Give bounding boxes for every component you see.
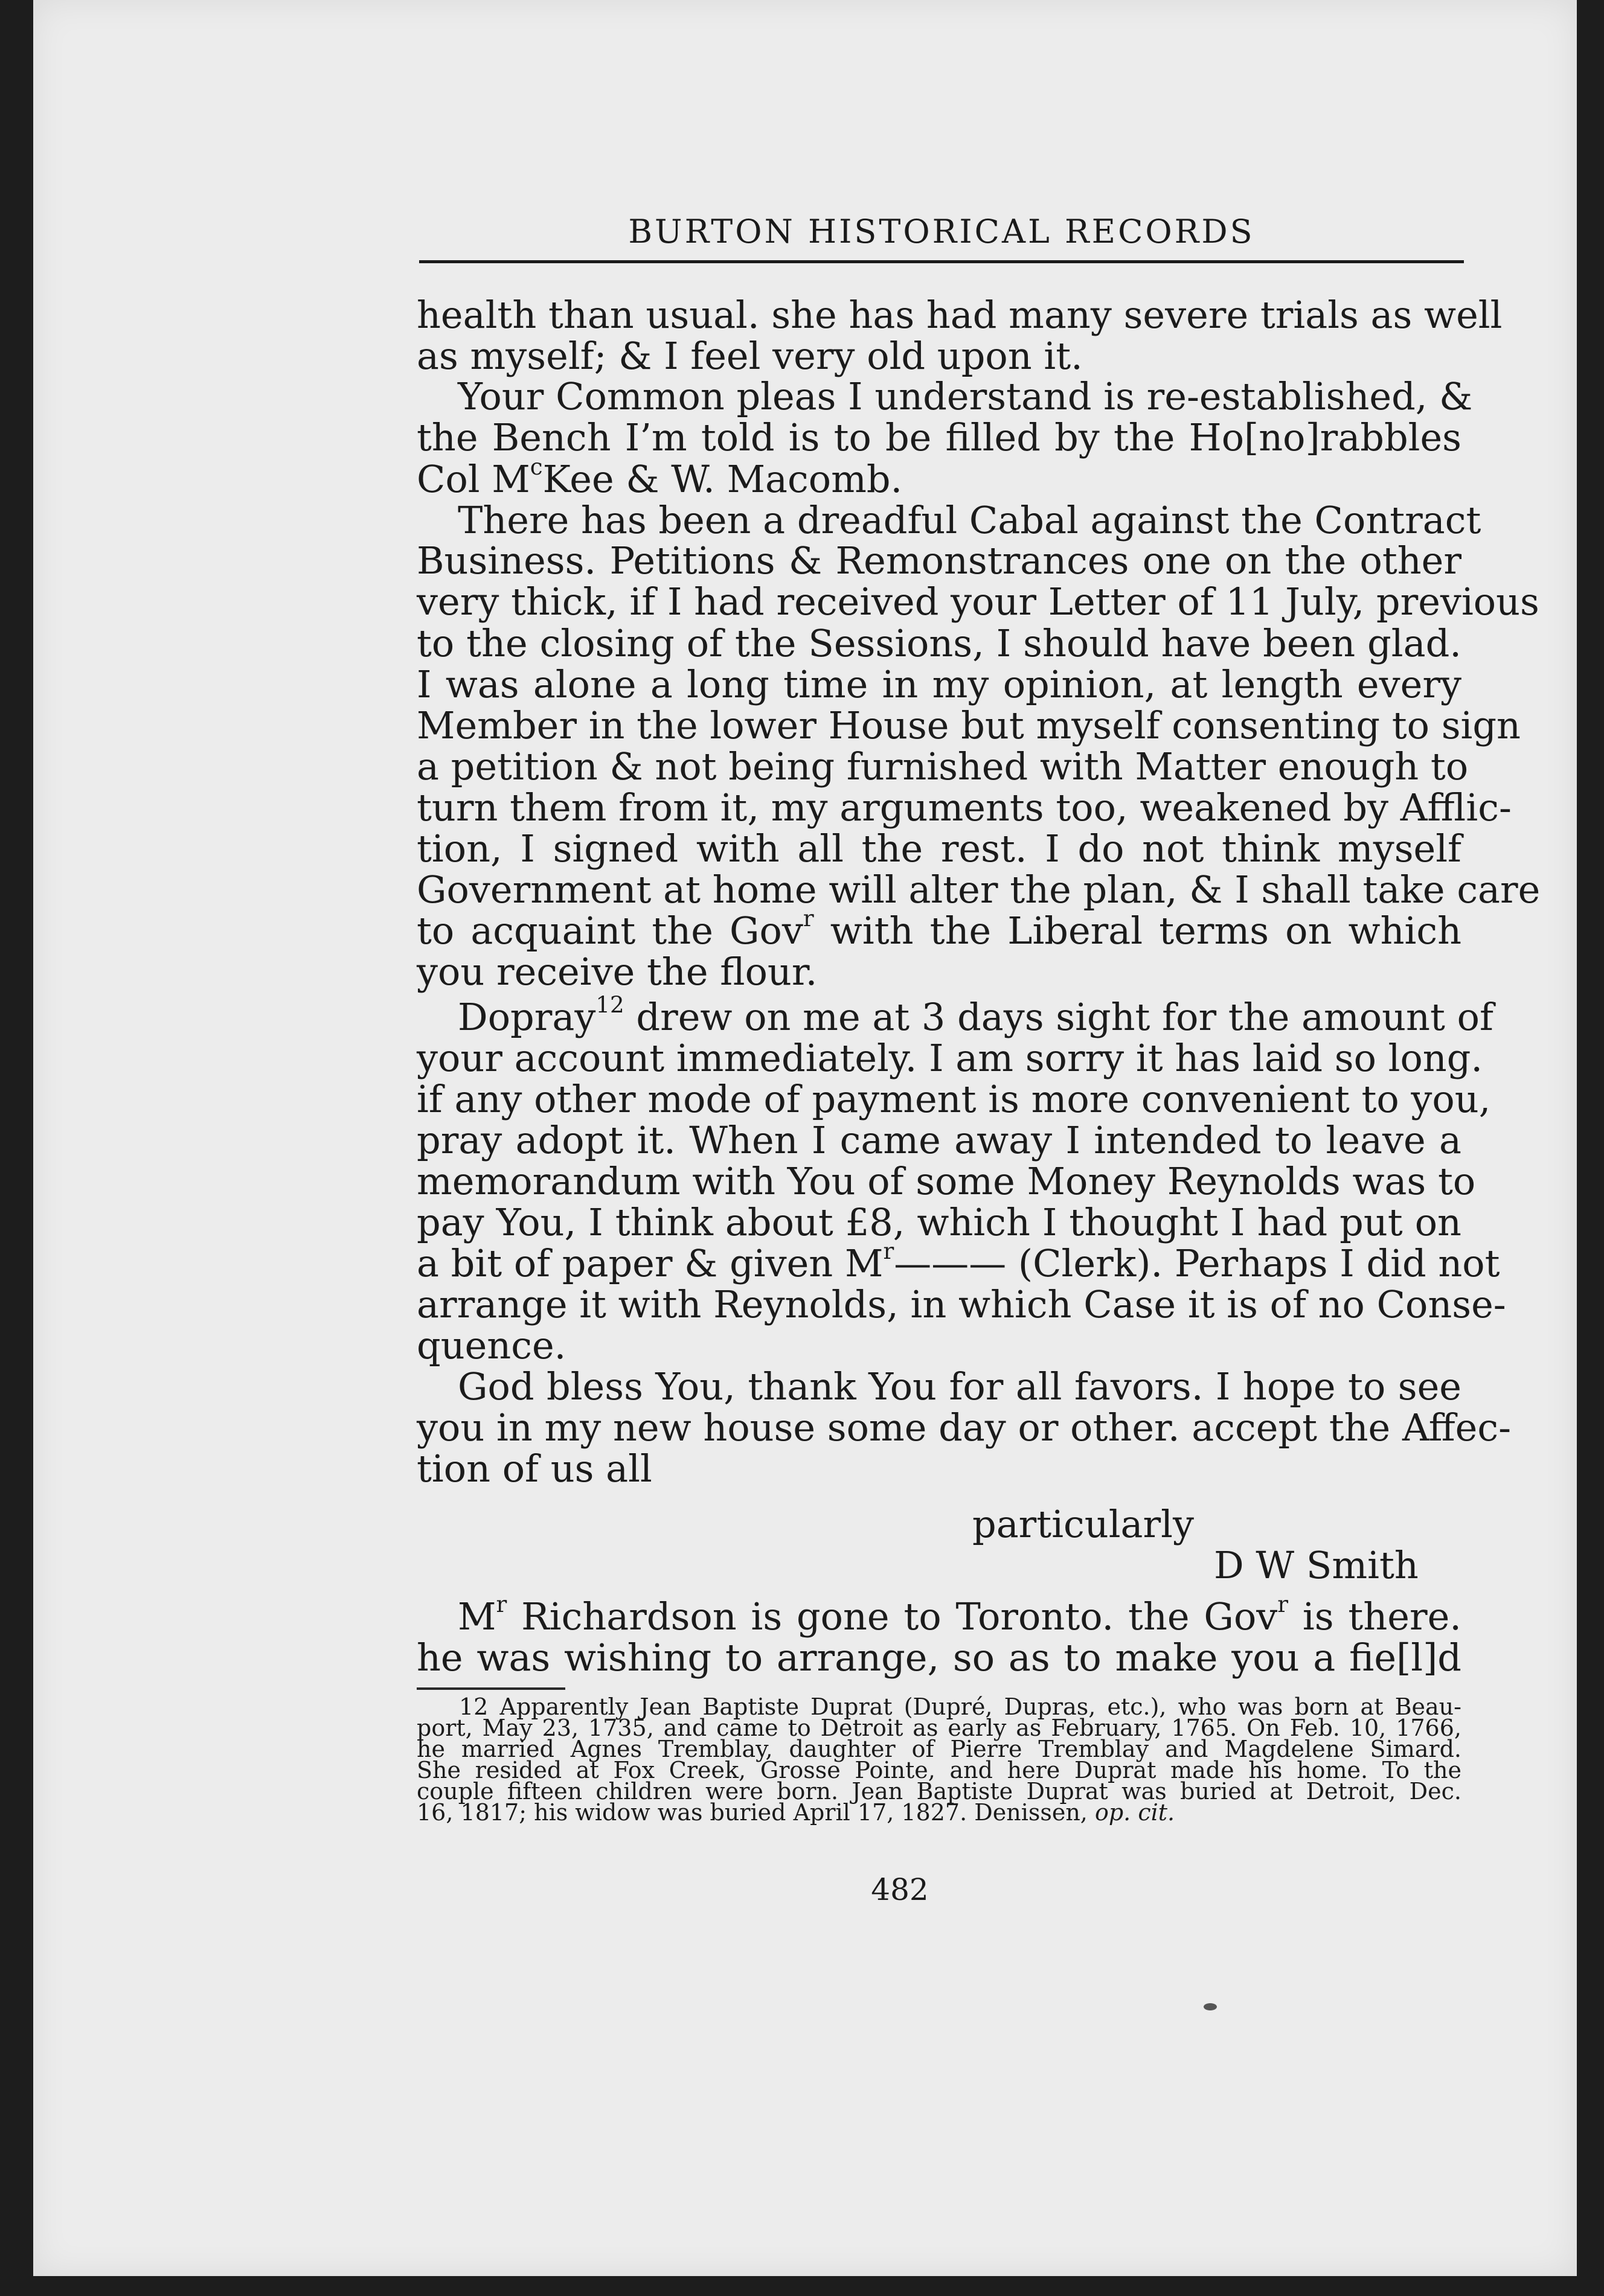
body-line: I was alone a long time in my opinion, at length every	[417, 662, 1461, 706]
body-line: memorandum with You of some Money Reynolds was to	[417, 1159, 1476, 1203]
page-number: 482	[871, 1872, 929, 1907]
body-line: Your Common pleas I understand is re-established, &	[458, 374, 1473, 418]
footnote-line: 16, 1817; his widow was buried April 17, 1827. Denissen, op. cit.	[417, 1799, 1175, 1826]
body-line: tion, I signed with all the rest. I do not think myself	[417, 827, 1461, 871]
closing-word: particularly	[972, 1502, 1194, 1546]
footnote-line: port, May 23, 1735, and came to Detroit as early as February, 1765. On Feb. 10, 1766,	[417, 1715, 1461, 1741]
body-line: very thick, if I had received your Letter of 11 July, previous	[417, 580, 1539, 624]
body-line: a petition & not being furnished with Matter enough to	[417, 744, 1469, 788]
body-line: pay You, I think about £8, which I thought I had put on	[417, 1200, 1461, 1244]
footnote-line: 12 Apparently Jean Baptiste Duprat (Dupré, Dupras, etc.), who was born at Beau-	[459, 1693, 1461, 1720]
body-line: Dopray$^{12}$ drew on me at 3 days sight for the amount of	[458, 991, 1493, 1039]
footnote-line: he married Agnes Tremblay, daughter of Pierre Tremblay and Magdelene Simard.	[417, 1736, 1461, 1762]
body-line: quence.	[417, 1323, 566, 1367]
body-line: the Bench I’m told is to be filled by the Ho[no]rabbles	[417, 415, 1461, 459]
body-line: turn them from it, my arguments too, weakened by Afflic-	[417, 785, 1512, 830]
body-line: There has been a dreadful Cabal against the Contract	[458, 498, 1481, 542]
postscript-line: he was wishing to arrange, so as to make you a fie[l]d	[417, 1636, 1461, 1680]
body-line: you in my new house some day or other. accept the Affec-	[417, 1405, 1512, 1450]
body-line: to acquaint the Gov$^r$ with the Liberal terms on which	[417, 904, 1462, 953]
body-line: Government at home will alter the plan, & I shall take care	[417, 868, 1541, 912]
signature: D W Smith	[1214, 1543, 1419, 1587]
body-line: tion of us all	[417, 1447, 652, 1491]
postscript-line: $M^r$ Richardson is gone to Toronto. the Gov$^r$ is there.	[458, 1590, 1461, 1639]
footnote-line: couple fifteen children were born. Jean Baptiste Duprat was buried at Detroit, Dec.	[417, 1778, 1461, 1805]
body-line: Business. Petitions & Remonstrances one on the other	[417, 539, 1461, 583]
body-line: your account immediately. I am sorry it has laid so long.	[417, 1036, 1483, 1080]
running-head-rule	[419, 260, 1464, 263]
body-line: Member in the lower House but myself consenting to sign	[417, 703, 1521, 747]
body-line: health than usual. she has had many severe trials as well	[417, 293, 1503, 337]
footnote-rule	[417, 1687, 565, 1690]
body-line: as myself; & I feel very old upon it.	[417, 334, 1083, 378]
footnote-line: She resided at Fox Creek, Grosse Pointe, and here Duprat made his home. To the	[417, 1757, 1461, 1783]
body-line: pray adopt it. When I came away I intended to leave a	[417, 1118, 1461, 1162]
running-head: BURTON HISTORICAL RECORDS	[628, 213, 1255, 251]
paper-speck	[1204, 2003, 1217, 2010]
body-line: arrange it with Reynolds, in which Case it is of no Conse-	[417, 1282, 1506, 1326]
body-line: a bit of paper & given $M^r———$ (Clerk). Perhaps I did not	[417, 1237, 1500, 1285]
body-line: you receive the flour.	[417, 950, 818, 994]
body-line: to the closing of the Sessions, I should have been glad.	[417, 621, 1461, 665]
body-line: if any other mode of payment is more convenient to you,	[417, 1077, 1491, 1121]
body-line: Col $M^cKee$ & W. Macomb.	[417, 453, 903, 501]
body-line: God bless You, thank You for all favors. I hope to see	[458, 1364, 1461, 1409]
